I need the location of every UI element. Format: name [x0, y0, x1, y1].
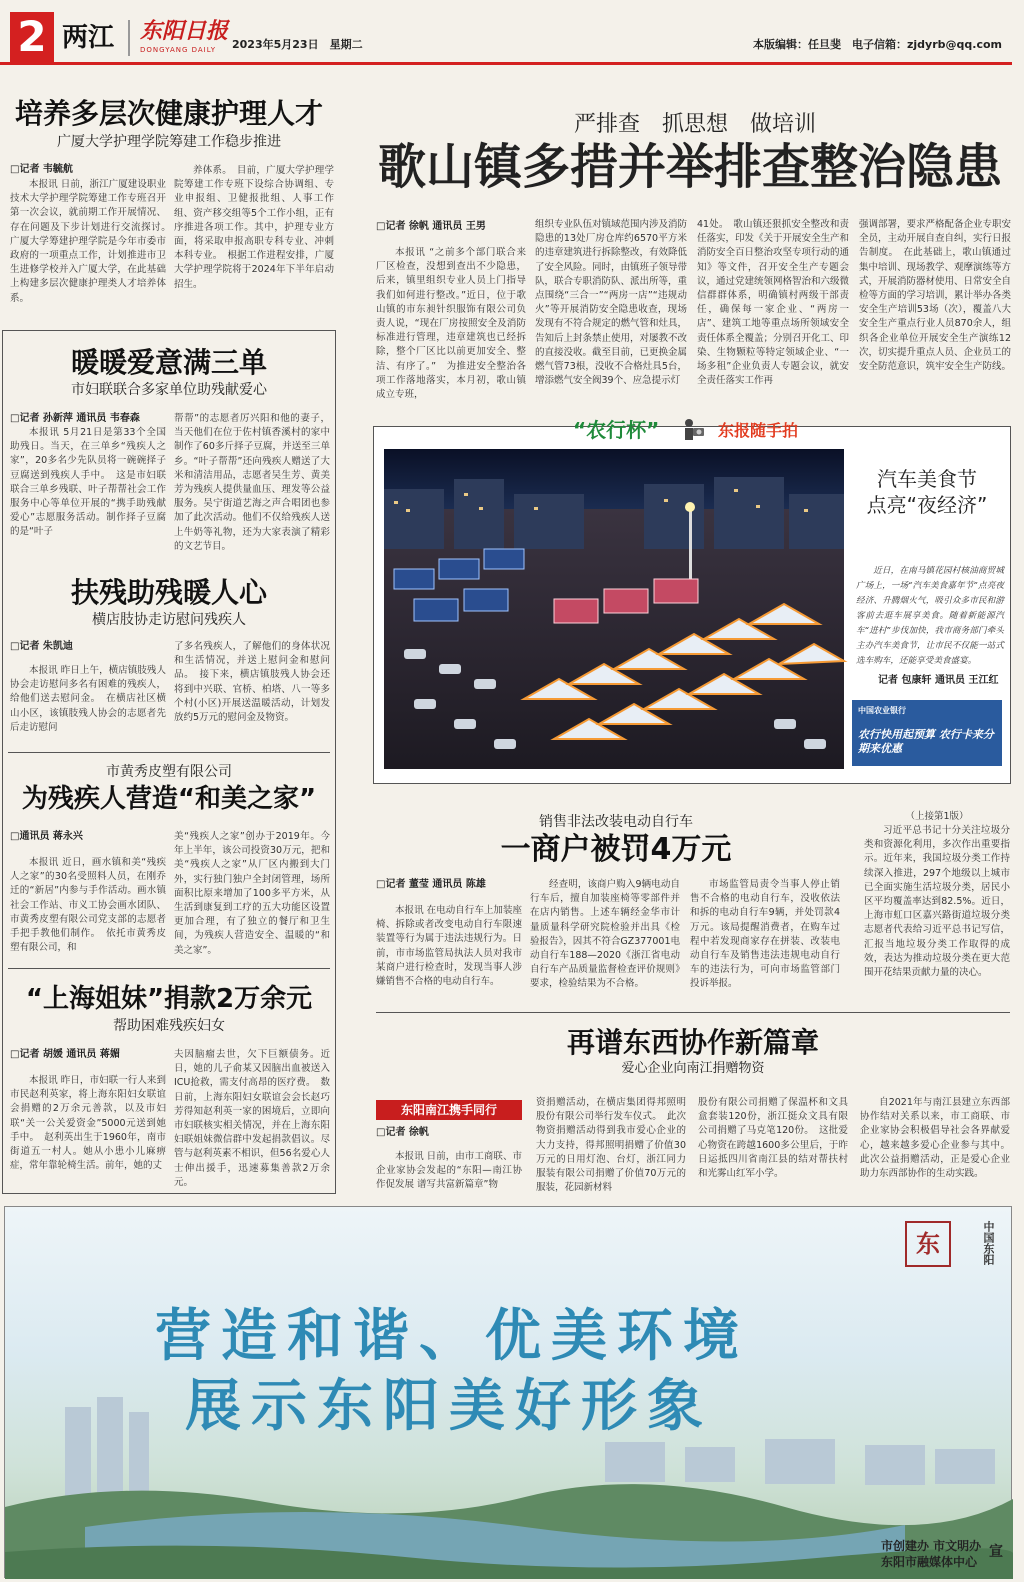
article-headline: 扶残助残暖人心 — [70, 576, 267, 609]
photo-tag-snapshot: 东报随手拍 — [718, 421, 799, 440]
article-body-col1: 本报讯 昨日，市妇联一行人来到市民赵利英家，将上海东阳妇女联谊会捐赠的2万余元善款，以及市妇联“关一公关爱资金”5000元送到她手中。 赵利英出生于1960年，南市街道五一村人。她从小患小儿麻痹症，常年靠轮椅生活。前年，她的丈 — [10, 1075, 166, 1172]
bank-name: 中国农业银行 — [858, 706, 906, 715]
photo-title-line2: 点亮“夜经济” — [866, 493, 988, 517]
article-kicker: 市黄秀皮塑有限公司 — [106, 764, 232, 780]
article-subhead: 横店肢协走访慰问残疾人 — [92, 612, 246, 628]
credit-mark: 宣 — [989, 1544, 1003, 1560]
page-number: 2 — [10, 12, 54, 62]
photo-title — [852, 466, 1002, 518]
masthead-rule — [0, 62, 1012, 65]
column-label: 东阳南江携手同行 — [376, 1100, 522, 1120]
bank-ad — [852, 700, 1002, 766]
article-body-col3: 股份有限公司捐赠了保温杯和文具盒套装120份，浙江挺众文具有限公司捐赠了马克笔120份。 这批爱心物资在跨越1600多公里后，于昨日运抵四川省南江县的结对帮扶村和光雾山红军小学。 — [698, 1097, 848, 1180]
article-body-col1: 本报讯 日前，浙江广厦建设职业技术大学护理学院筹建工作专班召开第一次会议，就前期工作开展情况、存在问题及下步计划进行交流探讨。 广厦大学筹建护理学院是今年市委市政府的一项重点工作，计划推进市卫生进修学校并入广厦大学，在此基础上构建多层次健康护理类人才培养体系。 — [10, 179, 176, 304]
camera-person-icon — [680, 418, 706, 444]
article-body-col3: 市场监管局责令当事人停止销售不合格的电动自行车，没收依法和拆的电动自行车9辆，并处罚款4万元。该局提醒消费者，在购车过程中若发现商家存在拼装、改装电动自行车及销售违法违规电动自行车的违法行为，可向市场监管部门投诉举报。 — [690, 879, 840, 990]
credit-line2: 东阳市融媒体中心 — [881, 1555, 978, 1569]
photo-byline: 记者 包康轩 通讯员 王江红 — [878, 675, 999, 686]
slogan-line2: 展示东阳美好形象 — [185, 1373, 713, 1439]
dongyang-logo-mark: 东 — [905, 1221, 951, 1267]
article-byline: □通讯员 蒋永兴 — [10, 831, 83, 842]
article-kicker: 严排查 抓思想 做培训 — [573, 112, 816, 137]
article-body-col2: 组织专业队伍对镇域范围内涉及消防隐患的13处厂房仓库约6570平方米的违章建筑进行拆除整改，有效降低了安全风险。同时，由镇班子领导带队，联合专职消防队、派出所等，重点围绕“三合一”“两房一店”“违规动火”等开展消防安全隐患收查，现场发现有不符合规定的燃气管和灶具，告知后上封条禁止使用，对屡教不改的直接没收。截至目前，已更换金属燃气管73根，没收不合格灶具5台，增添燃气安全阀39个、应急提示灯 — [535, 219, 688, 387]
civic-ad-banner — [4, 1206, 1012, 1578]
article-body-col1: 本报讯 在电动自行车上加装座椅、拆除或者改变电动自行车限速装置等行为属于违法违规行为。日前，市市场监管局执法人员对我市某商户进行检查时，发现当事人涉嫌销售不合格的电动自行车。 — [376, 905, 522, 988]
article-headline: 培养多层次健康护理人才 — [14, 97, 323, 130]
issue-date: 2023年5月23日 星期二 — [232, 38, 363, 51]
paper-logo: 东阳日报 — [140, 18, 229, 44]
divider-line — [376, 1012, 1010, 1013]
article-body-col2: 资捐赠活动，在横店集团得邦照明股份有限公司举行发车仪式。 此次物资捐赠活动得到我市爱心企业的大力支持，得邦照明捐赠了价值30万元的日用灯泡、台灯，浙江同力服装有限公司捐赠了价值70万元的服装，花园新材料 — [536, 1097, 686, 1194]
photo-caption: 近日，在南马镇花园村核油商贸城广场上，一场“汽车美食嘉年节”点亮夜经济、升腾烟火气，吸引众多市民和游客前去逛车展享美食。随着新能源汽车“进村”步伐加快，我市商务部门牵头主办汽车美食节，让市民不仅能一站式选车购车，还能享受美食盛宴。 — [856, 566, 1004, 666]
article-body-col2: 经查明，该商户购入9辆电动自行车后，擅自加装座椅等零部件并在店内销售。上述车辆经金华市计量质量科学研究院检验并出具《检验报告》，因其不符合GZ377001电动自行车188—2020《浙江省电动自行车产品质量监督检查评价规则》要求，检验结果为不合格。 — [530, 879, 680, 990]
credit-line1: 市创建办 市文明办 — [881, 1539, 982, 1553]
article-byline: □记者 胡媛 通讯员 蒋媚 — [10, 1049, 120, 1060]
article-body-col2: 了多名残疾人，了解他们的身体状况和生活情况，并送上慰问金和慰问品。 接下来，横店镇肢残人协会还将到中兴联、官桥、柏塔、八一等多个村(小区)开展送温暖活动，计划发放约5万元的慰问金及物资。 — [174, 641, 330, 724]
article-body-col1: 本报讯 5月21日是第33个全国助残日。当天，在三单乡“残疾人之家”，20多名少先队员将一碗碗择子豆腐送到残疾人手中。 这是市妇联联合三单乡残联、叶子帮帮社会工作服务中心等单位开展的“携手助残献爱心”志愿服务活动。制作择子豆腐的是“叶子 — [10, 427, 166, 538]
article-body-col2: 美“残疾人之家”创办于2019年。今年上半年，该公司投资30万元，把和美“残疾人之家”从厂区内搬到大门外，实行独门独户全封闭管理，场所面积比原来增加了100多平方米，从生活到康复到工疗的五大功能区设置更加合理，有了独立的餐厅和卫生间，为残疾人营造安全、温暖的“和美之家”。 — [174, 831, 330, 956]
article-body-col4: 自2021年与南江县建立东西部协作结对关系以来，市工商联、市企业家协会积极倡导社会各界献爱心，越来越多爱心企业参与其中。此次公益捐赠活动，正是爱心企业助力东西部协作的生动实践。 — [860, 1097, 1010, 1180]
article-subhead: 广厦大学护理学院筹建工作稳步推进 — [57, 134, 281, 150]
article-body: 习近平总书记十分关注垃圾分类和资源化利用，多次作出重要指示。近年来，我国垃圾分类工作持续深入推进，297个地级以上城市已全面实施生活垃圾分类，居民小区平均覆盖率达到82.5%。近日，上海市虹口区嘉兴路街道垃圾分类志愿者代表给习近平总书记写信，汇报当地垃圾分类工作取得的成效，表达为推动垃圾分类在更大范围开花结果贡献力量的决心。 — [864, 825, 1010, 979]
photo-title-line1: 汽车美食节 — [877, 467, 977, 491]
divider-line — [8, 752, 330, 753]
article-headline: 为残疾人营造“和美之家” — [21, 784, 317, 814]
article-headline: 再谱东西协作新篇章 — [566, 1026, 819, 1059]
article-body-col1: 本报讯 “之前多个部门联合来厂区检查，没想到查出不少隐患，后来，镇里组织专业人员上门指导我们如何进行整改。”近日，位于歌山镇的市东昶针织服饰有限公司负责人说，“现在厂房按照安全及消防标准进行管理，违章建筑也已经拆除，整个厂区比以前更加安全、整洁、有序了。” 为推进安全整治各项工作落地落实，本月初，歌山镇成立专班， — [376, 247, 526, 401]
divider-line — [8, 968, 330, 969]
photo-tag-contest: “农行杯” — [573, 418, 660, 442]
article-headline: 歌山镇多措并举排查整治隐患 — [377, 139, 1002, 195]
section-name: 两江 — [62, 23, 115, 53]
article-body-col2: 帮帮”的志愿者厉兴阳和他的妻子，当天他们在位于佐村镇香溪村的家中制作了60多斤择子豆腐，并送至三单乡。“叶子帮帮”还向残疾人赠送了大米和清洁用品，志愿者吴生芳、黄美芳为残疾人提供量血压、理发等公益服务。吴宁街道艺海之声合唱团也参加了此次活动。他们不仅给残疾人送上牛奶等礼物，还为大家表演了精彩的文艺节目。 — [174, 413, 330, 552]
editor-line: 本版编辑：任旦斐 电子信箱：zjdyrb@qq.com — [753, 38, 1002, 51]
masthead-divider — [128, 20, 130, 56]
article-byline: □记者 韦毓航 — [10, 164, 73, 175]
article-body-col2: 养体系。 目前，广厦大学护理学院筹建工作专班下设综合协调组、专业申报组、卫健报批组、人事工作组、资产移交组等5个工作小组，正有序推进各项工作。其中，护理专业方面，将采取申报高职专科专业、冲刺本科专业。 根据工作进程安排，广厦大学护理学院将于2024年下半年启动招生。 — [174, 165, 334, 290]
article-subhead: 爱心企业向南江捐赠物资 — [621, 1061, 765, 1076]
article-byline: □记者 朱凯迪 — [10, 641, 73, 652]
article-headline: 暖暖爱意满三单 — [70, 346, 267, 379]
article-byline: □记者 徐帆 通讯员 王男 — [376, 221, 486, 232]
night-market-photo — [384, 449, 844, 769]
article-byline: □记者 董莹 通讯员 陈雄 — [376, 879, 486, 890]
dongyang-logo-text: 中国东阳 — [982, 1221, 995, 1265]
article-body-col4: 强调部署，要求严格配备企业专职安全员，主动开展自查自纠，实行日报告制度。 在此基础上，歌山镇通过集中培训、现场教学、观摩演练等方式，开展消防器材使用、日常安全自检等方面的学习培训，累计举办各类安全生产培训53场（次），覆盖八大安全生产重点行业人员870余人，组织各企业单位开展安全生产演练12次，切实提升重点人员、企业员工的安全防范意识，筑牢安全生产防线。 — [859, 219, 1012, 373]
article-headline: 一商户被罚4万元 — [500, 832, 732, 867]
article-body-col2: 夫因脑瘤去世，欠下巨额债务。近日，她的儿子俞某又因脑出血被送入ICU抢救，需支付高昂的医疗费。 数日前，上海东阳妇女联谊会会长赵巧芳得知赵利英一家的困境后，立即向市妇联核实相关情况，并在上海东阳妇联姐妹微信群中发起捐款倡议。尽管与赵利英素不相识，但56名爱心人士伸出援手，迅速募集善款2万余元。 — [174, 1049, 330, 1188]
article-byline: □记者 徐帆 — [376, 1127, 429, 1138]
article-byline: □记者 孙新萍 通讯员 韦春森 — [10, 413, 140, 424]
continued-note: （上接第1版） — [905, 811, 969, 822]
article-subhead: 市妇联联合多家单位助残献爱心 — [71, 382, 267, 398]
bank-ad-text: 农行快用起预算 农行卡来分期来优惠 — [858, 728, 994, 755]
article-body-col1: 本报讯 日前，由市工商联、市企业家协会发起的“东阳—南江协作促发展 谱写共富新篇章”物 — [376, 1151, 522, 1191]
slogan-line1: 营造和谐、优美环境 — [155, 1303, 749, 1369]
article-headline: “上海姐妹”捐款2万余元 — [25, 984, 313, 1014]
article-body-col3: 41处。 歌山镇还狠抓安全整改和责任落实，印发《关于开展安全生产和消防安全百日整治攻坚专项行动的通知》等文件，召开安全生产专题会议，通过党建统领网格智治和六级微信群群体系，明确镇村两级干部责任，确保每一家企业、“两房一店”、建筑工地等重点场所领域安全责任体系全覆盖；分别召开化工、印染、生物颗粒等特定领域企业、“一场多租”企业负责人专题会议，就安全责任落实工作再 — [697, 219, 850, 387]
article-subhead: 帮助困难残疾妇女 — [113, 1018, 225, 1034]
masthead — [0, 0, 1024, 64]
article-body-col1: 本报讯 近日，画水镇和美“残疾人之家”的30名受照料人员，在刚乔迁的“新居”内参与手作活动。画水镇社会工作站、市义工协会画水团队、市黄秀皮塑有限公司党支部的志愿者手把手教他们制作。 依托市黄秀皮塑有限公司，和 — [10, 857, 166, 954]
paper-logo-subtitle: DONGYANG DAILY — [140, 46, 216, 54]
article-body-col1: 本报讯 昨日上午，横店镇肢残人协会走访慰问多名有困难的残疾人，给他们送去慰问金。 在横店社区横山小区，该镇肢残人协会的志愿者先后走访慰问 — [10, 665, 166, 733]
article-kicker: 销售非法改装电动自行车 — [539, 814, 693, 830]
